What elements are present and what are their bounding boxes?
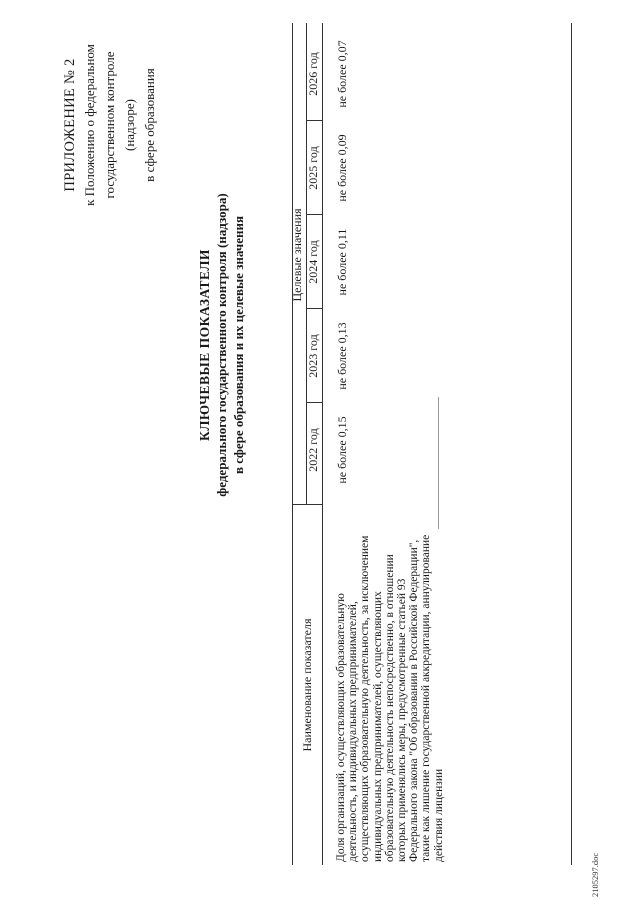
indicator-line: такие как лишение государственной аккредитации, аннулирование [420,534,433,862]
year-header-2024: 2024 год [306,240,320,284]
indicator-line: образовательную деятельность непосредственно, в отношении [383,554,396,862]
indicator-line: деятельность, и индивидуальных предпринимателей, [347,601,360,862]
value-2023: не более 0,13 [335,322,349,390]
year-divider [306,308,322,309]
year-header-2025: 2025 год [306,146,320,190]
table-top-border [292,23,293,865]
document-title [196,115,247,575]
column-header-target-values: Целевые значения [290,208,304,302]
year-divider [306,120,322,121]
indicator-name-cell [335,517,445,862]
indicator-line: осуществляющих образовательную деятельность, за исключением [359,535,372,862]
appendix-line-4: в сфере образования [142,68,157,182]
indicator-line: которых применялись меры, предусмотренные статьей 93 [396,578,409,862]
indicator-line: индивидуальных предпринимателей, осуществляющих [371,591,384,862]
value-2025: не более 0,09 [335,134,349,202]
appendix-heading: ПРИЛОЖЕНИЕ № 2 [62,58,78,192]
appendix-line-2: к Положению о федеральном [82,44,97,206]
title-line-3: в сфере образования и их целевые значения [231,215,246,475]
value-2026: не более 0,07 [335,40,349,108]
table-header-border [322,23,323,865]
appendix-block [60,25,160,225]
year-divider [306,214,322,215]
indicator-line: Федерального закона "Об образовании в Российской Федерации", [408,539,421,862]
indicator-line: Доля организаций, осуществляющих образовательную [335,593,347,862]
table-bottom-border [571,23,572,865]
file-name: 2105297.doc [590,852,600,897]
value-2022: не более 0,15 [335,416,349,484]
year-header-2022: 2022 год [306,428,320,472]
year-divider [306,402,322,403]
title-line-2: федерального государственного контроля (надзора) [214,193,229,497]
value-2024: не более 0,11 [335,228,349,296]
appendix-line-3: государственном контроле (надзоре) [102,51,137,199]
separator-line [438,397,439,529]
year-header-2026: 2026 год [306,52,320,96]
column-header-name: Наименование показателя [300,618,314,752]
indicator-line: действия лицензии [432,768,445,862]
year-header-2023: 2023 год [306,334,320,378]
title-line-1: КЛЮЧЕВЫЕ ПОКАЗАТЕЛИ [197,249,212,441]
